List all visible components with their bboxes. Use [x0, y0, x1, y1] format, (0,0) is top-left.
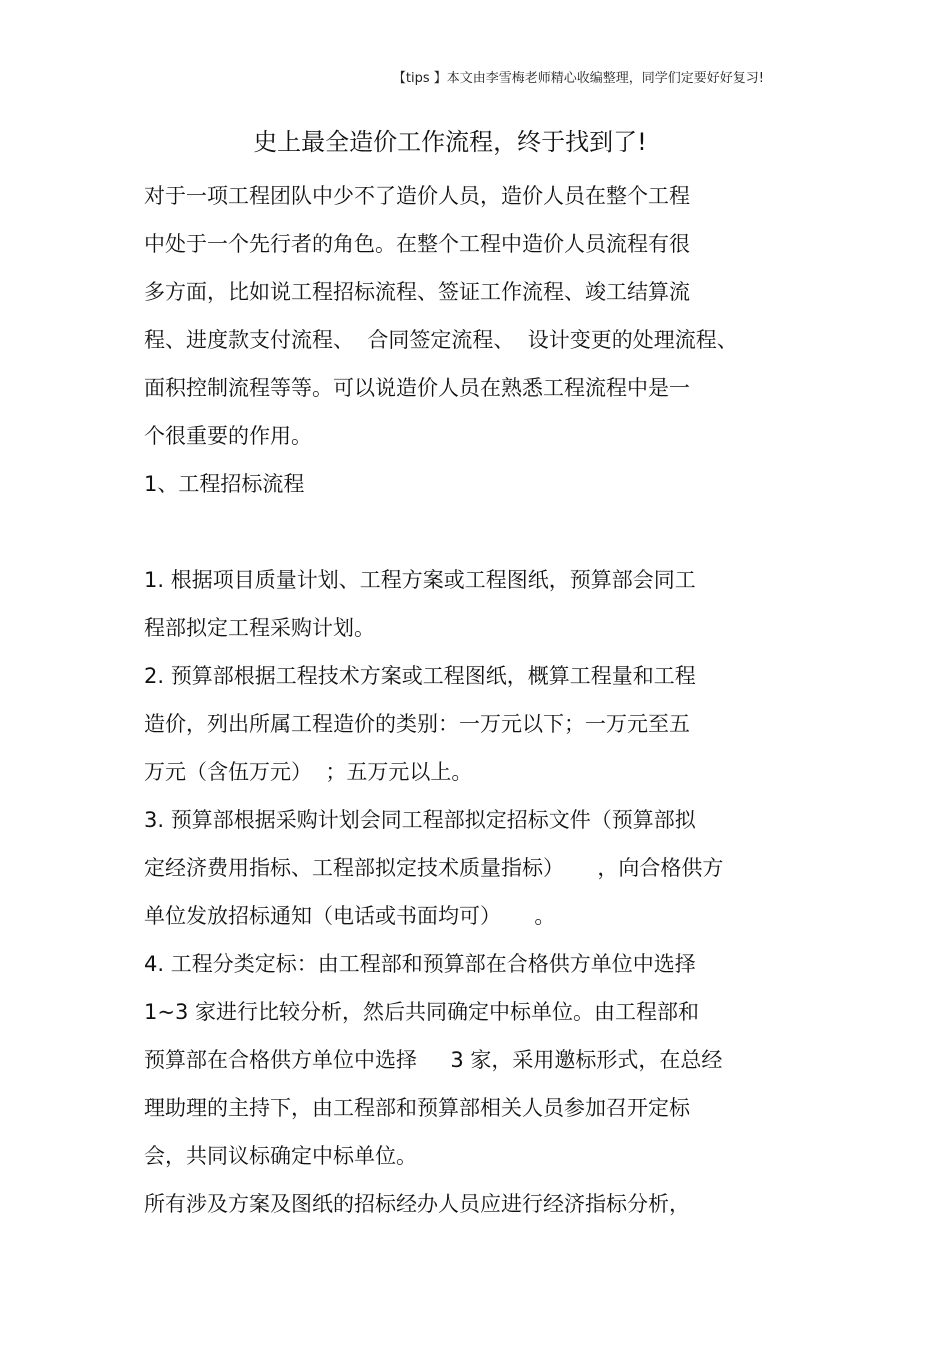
- section-heading: 1、工程招标流程: [144, 472, 305, 496]
- intro-line: 面积控制流程等等。可以说造价人员在熟悉工程流程中是一: [144, 376, 690, 400]
- step-line: 定经济费用指标、工程部拟定技术质量指标） ，向合格供方: [144, 856, 724, 880]
- step-line: 2. 预算部根据工程技术方案或工程图纸，概算工程量和工程: [144, 664, 696, 688]
- step-line: 4. 工程分类定标：由工程部和预算部在合格供方单位中选择: [144, 952, 696, 976]
- step-line: 单位发放招标通知（电话或书面均可） 。: [144, 904, 556, 928]
- step-line: 会，共同议标确定中标单位。: [144, 1144, 417, 1168]
- step-line: 造价，列出所属工程造价的类别：一万元以下；一万元至五: [144, 712, 690, 736]
- step-line: 理助理的主持下，由工程部和预算部相关人员参加召开定标: [144, 1096, 690, 1120]
- intro-line: 个很重要的作用。: [144, 424, 312, 448]
- step-line: 1~3 家进行比较分析，然后共同确定中标单位。由工程部和: [144, 1000, 699, 1024]
- intro-line: 中处于一个先行者的角色。在整个工程中造价人员流程有很: [144, 232, 690, 256]
- intro-line: 多方面，比如说工程招标流程、签证工作流程、竣工结算流: [144, 280, 690, 304]
- step-line: 预算部在合格供方单位中选择 3 家，采用邀标形式，在总经: [144, 1048, 723, 1072]
- intro-line: 对于一项工程团队中少不了造价人员，造价人员在整个工程: [144, 184, 690, 208]
- page-title: 史上最全造价工作流程，终于找到了!: [253, 128, 647, 156]
- step-line: 万元（含伍万元） ；五万元以上。: [144, 760, 473, 784]
- step-line: 程部拟定工程采购计划。: [144, 616, 375, 640]
- header-tip: 【tips 】本文由李雪梅老师精心收编整理，同学们定要好好复习!: [392, 71, 764, 86]
- intro-line: 程、进度款支付流程、 合同签定流程、 设计变更的处理流程、: [144, 328, 738, 352]
- step-line: 3. 预算部根据采购计划会同工程部拟定招标文件（预算部拟: [144, 808, 696, 832]
- step-line: 所有涉及方案及图纸的招标经办人员应进行经济指标分析，: [144, 1192, 690, 1216]
- step-line: 1. 根据项目质量计划、工程方案或工程图纸，预算部会同工: [144, 568, 696, 592]
